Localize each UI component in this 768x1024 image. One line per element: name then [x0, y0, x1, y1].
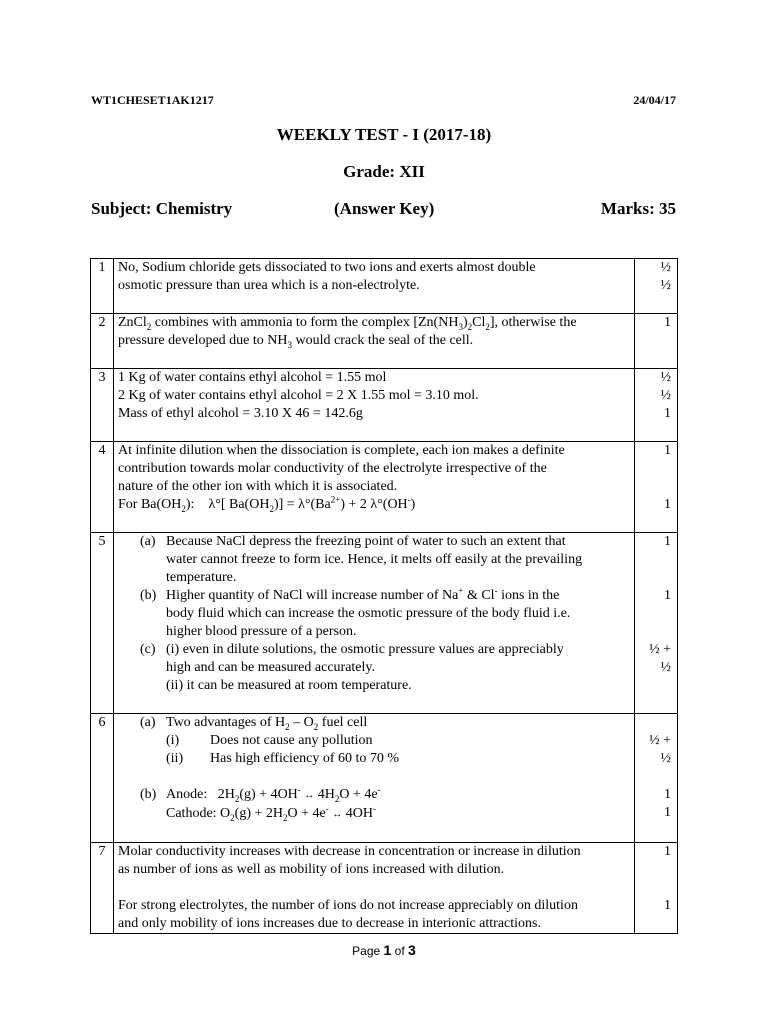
cathode-reaction: Cathode: $O_2(g) + 2H_2O + 4e^-$ ↔ 4OH- [166, 803, 376, 823]
answer-line: 1 Kg of water contains ethyl alcohol = 1.55 mol [118, 370, 387, 385]
sub-answer-c [118, 641, 630, 659]
text-fragment: For Ba(OH [118, 497, 182, 512]
text-fragment: (i) even in dilute solutions, the osmotic pressure values are appreciably [166, 642, 564, 657]
mark-value: ½ [660, 388, 671, 403]
mark-value: 1 [664, 497, 671, 512]
mark-value: 1 [664, 844, 671, 859]
mark-value: 1 [664, 443, 671, 458]
mark-value: 1 [664, 588, 671, 603]
answer-line: body fluid which can increase the osmotic pressure of the body fluid i.e. [166, 606, 571, 621]
text-fragment: fuel cell [318, 715, 368, 730]
test-date: 24/04/17 [633, 93, 676, 107]
text-fragment: ], otherwise the [489, 315, 577, 330]
marks-cell [635, 442, 678, 533]
grade-heading: Grade: XII [343, 162, 425, 181]
answer-cell [114, 314, 635, 369]
answer-line: nature of the other ion with which it is associated. [118, 479, 398, 494]
item-label: (b) [140, 588, 157, 603]
anode-reaction: (b) Anode: $2H_2(g) + 4OH^-$ ↔ $4H_2O + 4e^-$ [140, 784, 381, 804]
answer-cell [114, 442, 635, 533]
marks-cell [635, 259, 678, 314]
text-fragment: Has high efficiency of 60 to 70 % [210, 751, 400, 766]
mark-value: 1 [664, 315, 671, 330]
text-fragment: would crack the seal of the cell. [292, 333, 474, 348]
of-label: of [394, 944, 405, 958]
subject-label: Subject: Chemistry [91, 199, 233, 218]
question-number: 7 [91, 843, 114, 934]
marks-cell [635, 843, 678, 934]
page-number: 1 [383, 942, 392, 958]
sub-answer-b: (b) Higher quantity of NaCl will increase number of Na+ & Cl- ions in the [140, 585, 560, 603]
answer-line: No, Sodium chloride gets dissociated to two ions and exerts almost double [118, 260, 536, 275]
answer-line: At infinite dilution when the dissociation is complete, each ion makes a definite [118, 443, 565, 458]
sub-answer-a [118, 533, 630, 551]
text-fragment: ZnCl [118, 315, 147, 330]
marks-cell [635, 314, 678, 369]
marks-label: Marks: 35 [600, 199, 676, 218]
text-fragment: Two advantages of H [166, 715, 286, 730]
page-title: WEEKLY TEST - I (2017-18) [276, 125, 492, 144]
text-fragment: combines with ammonia to form the complex [Zn(NH [151, 315, 459, 330]
subject-row [91, 199, 676, 221]
text-fragment: )] = λ°(Ba [273, 497, 331, 512]
sub-item [118, 732, 630, 750]
answer-line: 2 Kg of water contains ethyl alcohol = 2 X 1.55 mol = 3.10 mol. [118, 388, 479, 403]
sub-item [118, 750, 630, 768]
page-footer [0, 942, 768, 958]
mark-value: ½ [660, 278, 671, 293]
mark-value: ½ + [649, 642, 671, 657]
text-fragment: pressure developed due to NH [118, 333, 288, 348]
answer-line: Molar conductivity increases with decrease in concentration or increase in dilution [118, 844, 581, 859]
table-row [91, 533, 678, 714]
text-fragment: Cathode: [166, 806, 217, 821]
mark-value: ½ [660, 660, 671, 675]
table-row [91, 442, 678, 533]
mark-value: 1 [664, 787, 671, 802]
answer-line: high and can be measured accurately. [166, 660, 375, 675]
answer-line: temperature. [166, 570, 237, 585]
item-label: (a) [140, 534, 156, 549]
test-code: WT1CHESET1AK1217 [91, 93, 214, 107]
mark-value: ½ [660, 260, 671, 275]
table-row [91, 843, 678, 934]
text-fragment: ions in the [497, 588, 560, 603]
question-number: 2 [91, 314, 114, 369]
sub-answer-a: (a) Two advantages of $H_2 - O_2$ fuel cell [140, 715, 368, 732]
answer-key-table [90, 258, 678, 934]
answer-key-label: (Answer Key) [334, 199, 435, 218]
mark-value: 1 [664, 534, 671, 549]
question-number: 1 [91, 259, 114, 314]
answer-line: as number of ions as well as mobility of ions increased with dilution. [118, 862, 505, 877]
marks-cell [635, 714, 678, 843]
answer-cell [114, 369, 635, 442]
question-number: 6 [91, 714, 114, 843]
item-label: (a) [140, 715, 156, 730]
text-fragment: Anode: [166, 787, 208, 802]
text-fragment: Higher quantity of NaCl will increase number of Na [166, 588, 459, 603]
formula-line: For $Ba(OH_2)$: λ°[ $Ba(OH_2)] = \lambda^\circ(Ba^{2+}) + 2$ λ°(OH-) [118, 494, 416, 514]
answer-line: (ii) it can be measured at room temperature. [166, 678, 412, 693]
answer-line: and only mobility of ions increases due to decrease in interionic attractions. [118, 916, 541, 931]
text-fragment: & Cl [463, 588, 495, 603]
mark-value: ½ [660, 370, 671, 385]
mark-value: 1 [664, 898, 671, 913]
answer-line: For strong electrolytes, the number of ions do not increase appreciably on dilution [118, 898, 578, 913]
item-label: (b) [140, 787, 157, 802]
question-number: 3 [91, 369, 114, 442]
answer-cell [114, 533, 635, 714]
answer-cell [114, 843, 635, 934]
table-row [91, 259, 678, 314]
text-fragment: ) + 2 λ°(OH [340, 497, 408, 512]
mark-value: ½ [660, 751, 671, 766]
page-total: 3 [408, 942, 416, 958]
text-fragment: Because NaCl depress the freezing point of water to such an extent that [166, 534, 566, 549]
answer-line: higher blood pressure of a person. [166, 624, 357, 639]
answer-line: Mass of ethyl alcohol = 3.10 X 46 = 142.6g [118, 406, 363, 421]
mark-value: 1 [664, 406, 671, 421]
text-fragment: λ°[ Ba(OH [208, 497, 270, 512]
item-label: (c) [140, 642, 156, 657]
table-row [91, 714, 678, 843]
marks-cell [635, 369, 678, 442]
answer-line: contribution towards molar conductivity of the electrolyte irrespective of the [118, 461, 547, 476]
text-fragment: Does not cause any pollution [210, 733, 373, 748]
answer-line: pressure developed due to $NH_3$ would crack the seal of the cell. [118, 333, 474, 350]
table-row [91, 369, 678, 442]
marks-cell [635, 533, 678, 714]
question-number: 5 [91, 533, 114, 714]
item-label: (i) [166, 733, 180, 748]
item-label: (ii) [166, 751, 184, 766]
page-label: Page [352, 944, 381, 958]
answer-line: water cannot freeze to form ice. Hence, it melts off easily at the prevailing [166, 552, 583, 567]
answer-cell [114, 259, 635, 314]
answer-line: osmotic pressure than urea which is a non-electrolyte. [118, 278, 420, 293]
mark-value: 1 [664, 805, 671, 820]
question-number: 4 [91, 442, 114, 533]
answer-cell [114, 714, 635, 843]
mark-value: ½ + [649, 733, 671, 748]
answer-line: ZnCl$_2$ combines with ammonia to form the complex $[Zn(NH_3)_2Cl_2]$, otherwise the [118, 315, 577, 332]
table-row [91, 314, 678, 369]
